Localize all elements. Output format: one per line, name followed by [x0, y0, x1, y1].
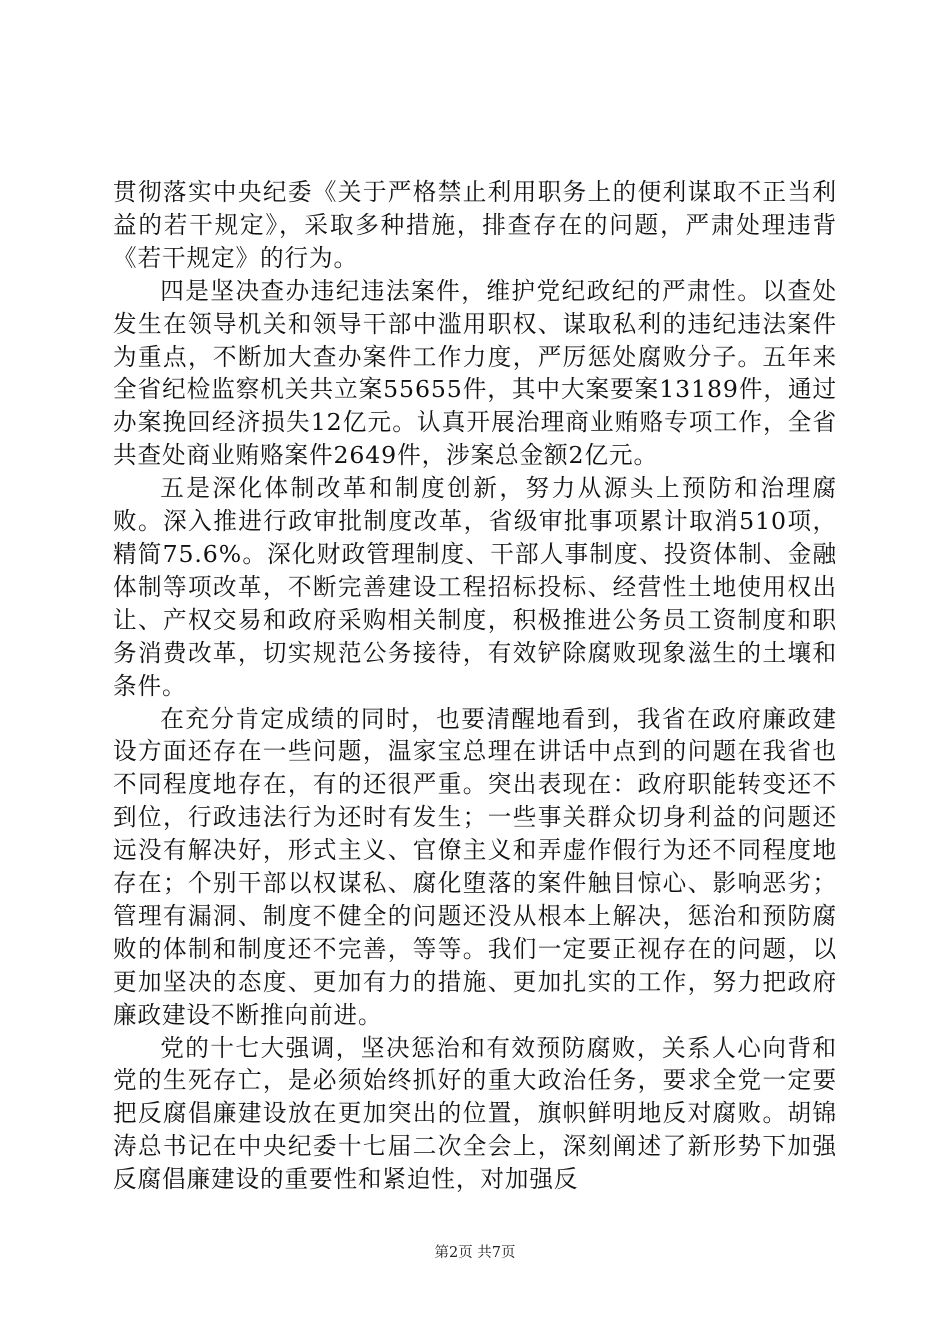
paragraph-seventeenth-congress: 党的十七大强调，坚决惩治和有效预防腐败，关系人心向背和党的生死存亡，是必须始终抓好的重大政治任务，要求全党一定要把反腐倡廉建设放在更加突出的位置，旗帜鲜明地反对腐败。胡锦涛总书记在中央纪委十七届二次全会上，深刻阐述了新形势下加强反腐倡廉建设的重要性和紧迫性，对加强反 — [113, 1033, 837, 1194]
document-body — [113, 176, 837, 1196]
page-number-footer: 第2页 共7页 — [434, 1245, 516, 1261]
paragraph-case-investigation: 四是坚决查办违纪违法案件，维护党纪政纪的严肃性。以查处发生在领导机关和领导干部中滥用职权、谋取私利的违纪违法案件为重点，不断加大查办案件工作力度，严厉惩处腐败分子。五年来全省纪检监察机关共立案55655件，其中大案要案13189件，通过办案挽回经济损失12亿元。认真开展治理商业贿赂专项工作，全省共查处商业贿赂案件2649件，涉案总金额2亿元。 — [113, 276, 837, 470]
paragraph-institutional-reform: 五是深化体制改革和制度创新，努力从源头上预防和治理腐败。深入推进行政审批制度改革，省级审批事项累计取消510项，精简75.6%。深化财政管理制度、干部人事制度、投资体制、金融体制等项改革，不断完善建设工程招标投标、经营性土地使用权出让、产权交易和政府采购相关制度，积极推进公务员工资制度和职务消费改革，切实规范公务接待，有效铲除腐败现象滋生的土壤和条件。 — [113, 474, 837, 700]
paragraph-continuation: 贯彻落实中央纪委《关于严格禁止利用职务上的便利谋取不正当利益的若干规定》，采取多种措施，排查存在的问题，严肃处理违背《若干规定》的行为。 — [113, 178, 837, 272]
paragraph-existing-problems: 在充分肯定成绩的同时，也要清醒地看到，我省在政府廉政建设方面还存在一些问题，温家宝总理在讲话中点到的问题在我省也不同程度地存在，有的还很严重。突出表现在：政府职能转变还不到位，行政违法行为还时有发生；一些事关群众切身利益的问题还远没有解决好，形式主义、官僚主义和弄虚作假行为还不同程度地存在；个别干部以权谋私、腐化堕落的案件触目惊心、影响恶劣；管理有漏洞、制度不健全的问题还没从根本上解决，惩治和预防腐败的体制和制度还不完善，等等。我们一定要正视存在的问题，以更加坚决的态度、更加有力的措施、更加扎实的工作，努力把政府廉政建设不断推向前进。 — [113, 704, 837, 1029]
